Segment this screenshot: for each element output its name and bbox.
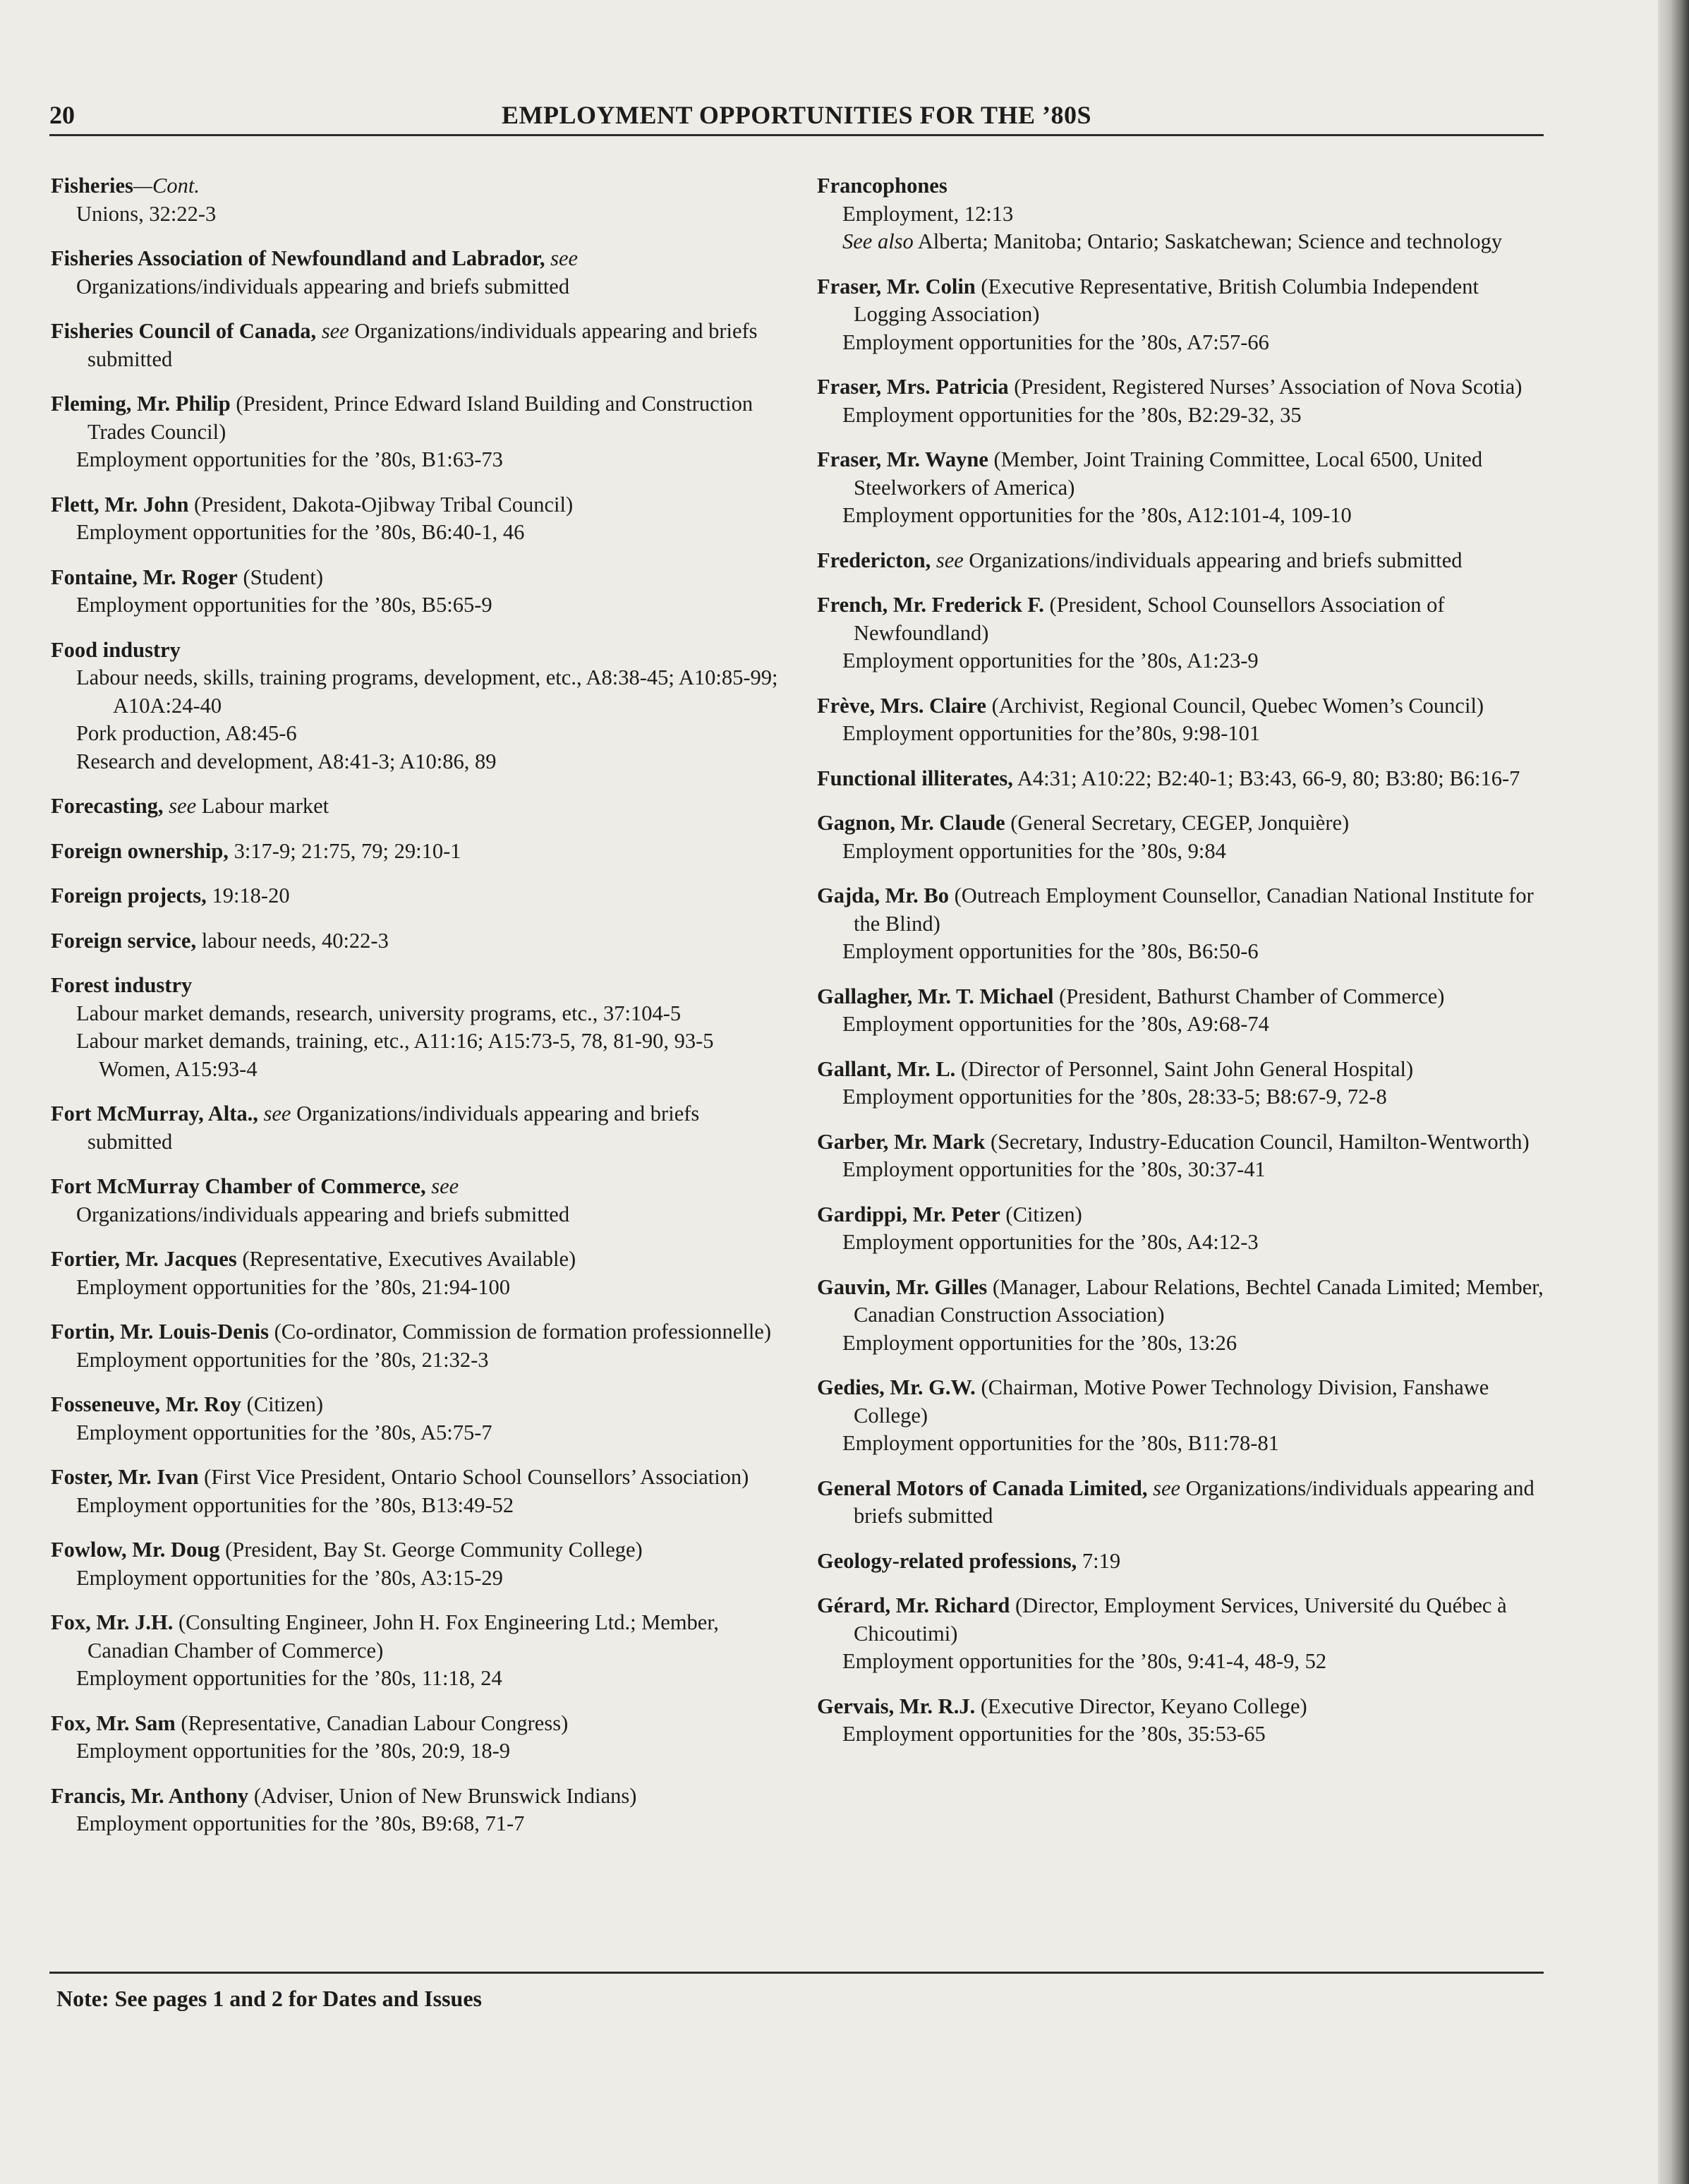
entry-text: (Member, Joint Training Committee, Local 6500, United Steelworkers of America)	[854, 447, 1483, 500]
entry-text: (Chairman, Motive Power Technology Division, Fanshawe College)	[854, 1375, 1489, 1428]
entry-subheading: Labour needs, skills, training programs, development, etc., A8:38-45; A10:85-99; A10A:24-40	[76, 665, 778, 718]
entry-heading: Foreign projects,	[51, 883, 207, 907]
entry-heading: Fortier, Mr. Jacques	[51, 1247, 237, 1271]
see-reference-label: see	[263, 1102, 291, 1126]
entry-main-line	[51, 1173, 781, 1201]
entry-main-line	[51, 1609, 781, 1665]
entry-subheading: Employment opportunities for the ’80s, 21:32-3	[76, 1347, 489, 1372]
entry-text: (President, Dakota-Ojibway Tribal Council)	[194, 492, 574, 517]
entry-text: Organizations/individuals appearing and briefs submitted	[87, 319, 758, 371]
index-entry	[817, 547, 1551, 575]
see-reference-label: see	[169, 794, 197, 818]
entry-main-line	[51, 637, 781, 665]
entry-heading: Francophones	[817, 174, 948, 198]
index-entry	[817, 1056, 1551, 1111]
entry-heading: Fowlow, Mr. Doug	[51, 1538, 220, 1562]
entry-heading: Fox, Mr. J.H.	[51, 1610, 174, 1634]
entry-text: (Executive Representative, British Columbia Independent Logging Association)	[854, 274, 1479, 326]
page-header	[49, 97, 1544, 136]
entry-heading: Gardippi, Mr. Peter	[817, 1202, 1000, 1226]
entry-text: 7:19	[1082, 1548, 1121, 1573]
entry-subheading: Pork production, A8:45-6	[76, 721, 297, 745]
entry-text: (Representative, Executives Available)	[242, 1247, 576, 1271]
entry-text: (Representative, Canadian Labour Congress)	[181, 1711, 569, 1735]
entry-subheading: Employment opportunities for the ’80s, A9:68-74	[842, 1012, 1269, 1036]
entry-text: labour needs, 40:22-3	[201, 928, 389, 953]
entry-main-line	[817, 692, 1551, 720]
entry-heading: Fosseneuve, Mr. Roy	[51, 1392, 241, 1416]
entry-heading: Fortin, Mr. Louis-Denis	[51, 1320, 269, 1344]
entry-heading: Forecasting,	[51, 794, 164, 818]
entry-main-line	[51, 318, 781, 373]
entry-main-line	[51, 390, 781, 446]
entry-main-line	[817, 983, 1551, 1011]
index-entry	[817, 273, 1551, 357]
index-entry	[51, 1391, 781, 1447]
see-reference-label: see	[550, 246, 579, 270]
index-entry	[51, 1609, 781, 1693]
entry-text: (Director, Employment Services, Université du Québec à Chicoutimi)	[854, 1593, 1507, 1646]
see-also-text: Alberta; Manitoba; Ontario; Saskatchewan; Science and technology	[917, 229, 1503, 253]
entry-subheading: Employment opportunities for the ’80s, A1:23-9	[842, 648, 1259, 672]
entry-heading: Garber, Mr. Mark	[817, 1129, 986, 1154]
entry-heading: Fisheries Association of Newfoundland and Labrador,	[51, 246, 545, 270]
entry-heading: Gervais, Mr. R.J.	[817, 1694, 976, 1718]
index-entry	[817, 1693, 1551, 1749]
index-entry	[51, 1100, 781, 1156]
entry-subheading: Employment, 12:13	[842, 201, 1014, 226]
index-entry	[51, 318, 781, 373]
entry-subheading: Employment opportunities for the ’80s, B6:50-6	[842, 939, 1259, 963]
entry-main-line	[51, 927, 781, 955]
index-entry	[817, 1374, 1551, 1458]
entry-text: (President, Bathurst Chamber of Commerce)	[1059, 984, 1445, 1008]
entry-text: (President, Bay St. George Community College)	[225, 1538, 643, 1562]
index-entry	[51, 1464, 781, 1519]
index-entry	[51, 564, 781, 620]
entry-main-line	[817, 1547, 1551, 1576]
entry-heading: Fraser, Mr. Colin	[817, 274, 976, 298]
entry-text: A4:31; A10:22; B2:40-1; B3:43, 66-9, 80; B3:80; B6:16-7	[1017, 766, 1520, 790]
see-reference-label: see	[321, 319, 349, 343]
entry-heading: Fontaine, Mr. Roger	[51, 565, 238, 589]
entry-heading: Food industry	[51, 637, 181, 662]
entry-main-line	[817, 1475, 1551, 1531]
entry-heading: French, Mr. Frederick F.	[817, 593, 1044, 617]
page-number: 20	[49, 101, 75, 129]
index-entry	[51, 1318, 781, 1374]
index-entry	[51, 1173, 781, 1229]
entry-subheading: Employment opportunities for the ’80s, B5:65-9	[76, 593, 492, 617]
entry-heading: Gauvin, Mr. Gilles	[817, 1274, 988, 1299]
index-entry	[817, 1475, 1551, 1531]
index-entry	[817, 809, 1551, 865]
index-column-left	[51, 172, 781, 1855]
entry-heading: Fort McMurray, Alta.,	[51, 1102, 258, 1126]
entry-heading: Gedies, Mr. G.W.	[817, 1375, 976, 1399]
index-entry	[817, 1547, 1551, 1576]
entry-main-line	[817, 1693, 1551, 1721]
entry-text: (Secretary, Industry-Education Council, Hamilton-Wentworth)	[990, 1129, 1530, 1154]
entry-text: (Archivist, Regional Council, Quebec Women’s Council)	[991, 693, 1484, 718]
entry-subheading: Employment opportunities for the’80s, 9:98-101	[842, 721, 1261, 745]
entry-main-line	[51, 491, 781, 519]
entry-subheading: Employment opportunities for the ’80s, B1:63-73	[76, 447, 503, 471]
entry-main-line	[51, 1782, 781, 1811]
index-column-right	[817, 172, 1551, 1766]
entry-subheading: Employment opportunities for the ’80s, 11:18, 24	[76, 1666, 502, 1690]
index-entry	[51, 172, 781, 228]
entry-main-line	[817, 1274, 1551, 1329]
index-entry	[817, 1274, 1551, 1358]
entry-text: (President, School Counsellors Association of Newfoundland)	[854, 593, 1445, 645]
entry-main-line	[51, 564, 781, 592]
index-entry	[51, 1245, 781, 1301]
entry-heading: Fort McMurray Chamber of Commerce,	[51, 1174, 426, 1198]
entry-subheading: Organizations/individuals appearing and briefs submitted	[76, 274, 570, 298]
entry-main-line	[817, 446, 1551, 502]
index-entry	[817, 1592, 1551, 1676]
index-entry	[51, 245, 781, 301]
entry-text: (Manager, Labour Relations, Bechtel Canada Limited; Member, Canadian Construction Association)	[854, 1274, 1544, 1327]
entry-subheading: Employment opportunities for the ’80s, 13:26	[842, 1330, 1237, 1355]
entry-subheading: Employment opportunities for the ’80s, B11:78-81	[842, 1431, 1279, 1455]
entry-sub-subheading: Women, A15:93-4	[99, 1056, 258, 1081]
entry-text: Organizations/individuals appearing and briefs submitted	[854, 1476, 1534, 1528]
entry-text: (Consulting Engineer, John H. Fox Engineering Ltd.; Member, Canadian Chamber of Commerce)	[87, 1610, 719, 1663]
entry-main-line	[817, 765, 1551, 793]
entry-main-line	[817, 273, 1551, 329]
entry-subheading: Employment opportunities for the ’80s, 21:94-100	[76, 1274, 511, 1299]
index-entry	[51, 972, 781, 1083]
entry-subheading: Employment opportunities for the ’80s, A4:12-3	[842, 1230, 1259, 1254]
entry-subheading: Employment opportunities for the ’80s, A3:15-29	[76, 1565, 503, 1590]
entry-heading: Geology-related professions,	[817, 1548, 1077, 1573]
entry-text: Labour market	[201, 794, 329, 818]
entry-text: (Citizen)	[246, 1392, 323, 1416]
see-reference-label: see	[1153, 1476, 1181, 1500]
index-entry	[51, 390, 781, 474]
entry-main-line	[51, 792, 781, 821]
entry-main-line	[817, 547, 1551, 575]
entry-main-line	[817, 1374, 1551, 1430]
index-entry	[817, 983, 1551, 1039]
entry-heading: Fisheries Council of Canada,	[51, 319, 317, 343]
entry-main-line	[51, 838, 781, 866]
entry-heading: Fredericton,	[817, 548, 931, 572]
entry-text: (Citizen)	[1005, 1202, 1082, 1226]
entry-main-line	[51, 1100, 781, 1156]
entry-text: (Director of Personnel, Saint John General Hospital)	[960, 1056, 1414, 1081]
entry-heading: Gallagher, Mr. T. Michael	[817, 984, 1054, 1008]
entry-heading: Fraser, Mrs. Patricia	[817, 375, 1009, 399]
entry-main-line	[51, 1536, 781, 1564]
index-entry	[51, 882, 781, 910]
entry-text: (General Secretary, CEGEP, Jonquière)	[1010, 811, 1350, 835]
index-entry	[51, 637, 781, 776]
entry-main-line	[51, 1245, 781, 1274]
entry-heading: Fox, Mr. Sam	[51, 1711, 176, 1735]
index-entry	[51, 1710, 781, 1766]
entry-heading: Francis, Mr. Anthony	[51, 1783, 249, 1808]
entry-heading: Gallant, Mr. L.	[817, 1056, 956, 1081]
entry-main-line	[51, 172, 781, 200]
index-entry	[817, 446, 1551, 530]
entry-main-line	[51, 1391, 781, 1419]
entry-subheading: Employment opportunities for the ’80s, 9:84	[842, 838, 1226, 863]
entry-text: (Student)	[243, 565, 323, 589]
index-entry	[817, 1128, 1551, 1184]
entry-text: (Adviser, Union of New Brunswick Indians)	[253, 1783, 637, 1808]
index-entry	[51, 927, 781, 955]
entry-main-line	[817, 882, 1551, 938]
entry-subheading: Employment opportunities for the ’80s, 35:53-65	[842, 1722, 1266, 1746]
index-entry	[817, 882, 1551, 966]
see-also-label: See also	[842, 229, 914, 253]
entry-main-line	[817, 1128, 1551, 1157]
entry-subheading: Employment opportunities for the ’80s, 30:37-41	[842, 1157, 1266, 1181]
entry-subheading: Labour market demands, research, university programs, etc., 37:104-5	[76, 1001, 682, 1025]
entry-heading: Fraser, Mr. Wayne	[817, 447, 988, 471]
index-entry	[817, 765, 1551, 793]
entry-main-line	[817, 373, 1551, 402]
entry-subheading: Employment opportunities for the ’80s, 28:33-5; B8:67-9, 72-8	[842, 1085, 1387, 1109]
entry-heading: Foreign service,	[51, 928, 197, 953]
index-entry	[817, 692, 1551, 748]
entry-main-line	[817, 809, 1551, 838]
entry-subheading: Employment opportunities for the ’80s, B6:40-1, 46	[76, 520, 525, 544]
entry-subheading: Employment opportunities for the ’80s, A12:101-4, 109-10	[842, 503, 1352, 527]
entry-text: Organizations/individuals appearing and briefs submitted	[969, 548, 1463, 572]
entry-main-line	[817, 172, 1551, 200]
entry-main-line	[51, 882, 781, 910]
index-entry	[51, 491, 781, 547]
entry-text: (President, Prince Edward Island Building and Construction Trades Council)	[87, 392, 753, 444]
entry-heading: Gagnon, Mr. Claude	[817, 811, 1005, 835]
entry-text: 19:18-20	[212, 883, 290, 907]
entry-subheading: Unions, 32:22-3	[76, 201, 217, 226]
index-entry	[817, 172, 1551, 256]
entry-heading: Gajda, Mr. Bo	[817, 883, 949, 907]
index-entry	[817, 373, 1551, 429]
entry-main-line	[51, 245, 781, 273]
entry-heading: Fleming, Mr. Philip	[51, 392, 231, 416]
index-entry	[817, 1201, 1551, 1257]
entry-text: Organizations/individuals appearing and briefs submitted	[87, 1102, 700, 1154]
see-also-line	[817, 228, 1551, 256]
entry-subheading: Employment opportunities for the ’80s, 9:41-4, 48-9, 52	[842, 1649, 1327, 1673]
entry-subheading: Employment opportunities for the ’80s, A5:75-7	[76, 1420, 492, 1444]
entry-subheading: Employment opportunities for the ’80s, A7:57-66	[842, 330, 1269, 354]
entry-main-line	[817, 591, 1551, 647]
entry-main-line	[51, 972, 781, 1000]
entry-subheading: Employment opportunities for the ’80s, B9:68, 71-7	[76, 1811, 525, 1835]
entry-text: (First Vice President, Ontario School Counsellors’ Association)	[204, 1465, 749, 1489]
entry-main-line	[817, 1201, 1551, 1229]
index-entry	[817, 591, 1551, 675]
entry-main-line	[817, 1056, 1551, 1084]
binding-gutter	[1658, 0, 1689, 2184]
see-reference-label: see	[936, 548, 964, 572]
entry-subheading: Employment opportunities for the ’80s, B2:29-32, 35	[842, 402, 1302, 427]
footer-divider	[49, 1972, 1544, 1974]
entry-heading: Flett, Mr. John	[51, 492, 189, 517]
running-title: EMPLOYMENT OPPORTUNITIES FOR THE ’80S	[501, 101, 1091, 129]
index-entry	[51, 838, 781, 866]
entry-main-line	[51, 1318, 781, 1346]
entry-heading: Foster, Mr. Ivan	[51, 1465, 199, 1489]
entry-text: (Executive Director, Keyano College)	[980, 1694, 1307, 1718]
see-reference-label: see	[431, 1174, 459, 1198]
entry-main-line	[817, 1592, 1551, 1648]
entry-subheading: Employment opportunities for the ’80s, 20:9, 18-9	[76, 1739, 511, 1763]
entry-subheading: Employment opportunities for the ’80s, B13:49-52	[76, 1492, 514, 1517]
entry-heading: Fisheries	[51, 174, 133, 198]
entry-heading: Forest industry	[51, 973, 193, 997]
continued-marker: —Cont.	[133, 174, 200, 198]
entry-heading: Frève, Mrs. Claire	[817, 693, 986, 718]
entry-main-line	[51, 1710, 781, 1738]
entry-subheading: Research and development, A8:41-3; A10:86, 89	[76, 749, 497, 773]
entry-heading: Functional illiterates,	[817, 766, 1013, 790]
footer-note: Note: See pages 1 and 2 for Dates and Issues	[56, 1986, 482, 2011]
entry-subheading: Labour market demands, training, etc., A11:16; A15:73-5, 78, 81-90, 93-5	[76, 1029, 714, 1053]
entry-text: 3:17-9; 21:75, 79; 29:10-1	[234, 838, 461, 863]
entry-heading: Gérard, Mr. Richard	[817, 1593, 1010, 1617]
entry-main-line	[51, 1464, 781, 1492]
index-entry	[51, 1536, 781, 1592]
entry-text: (Co-ordinator, Commission de formation professionnelle)	[274, 1320, 771, 1344]
entry-text: (Outreach Employment Counsellor, Canadian National Institute for the Blind)	[854, 883, 1534, 936]
entry-text: (President, Registered Nurses’ Association of Nova Scotia)	[1014, 375, 1522, 399]
entry-subheading: Organizations/individuals appearing and briefs submitted	[76, 1202, 570, 1226]
entry-heading: General Motors of Canada Limited,	[817, 1476, 1148, 1500]
index-entry	[51, 792, 781, 821]
index-entry	[51, 1782, 781, 1838]
entry-heading: Foreign ownership,	[51, 838, 229, 863]
